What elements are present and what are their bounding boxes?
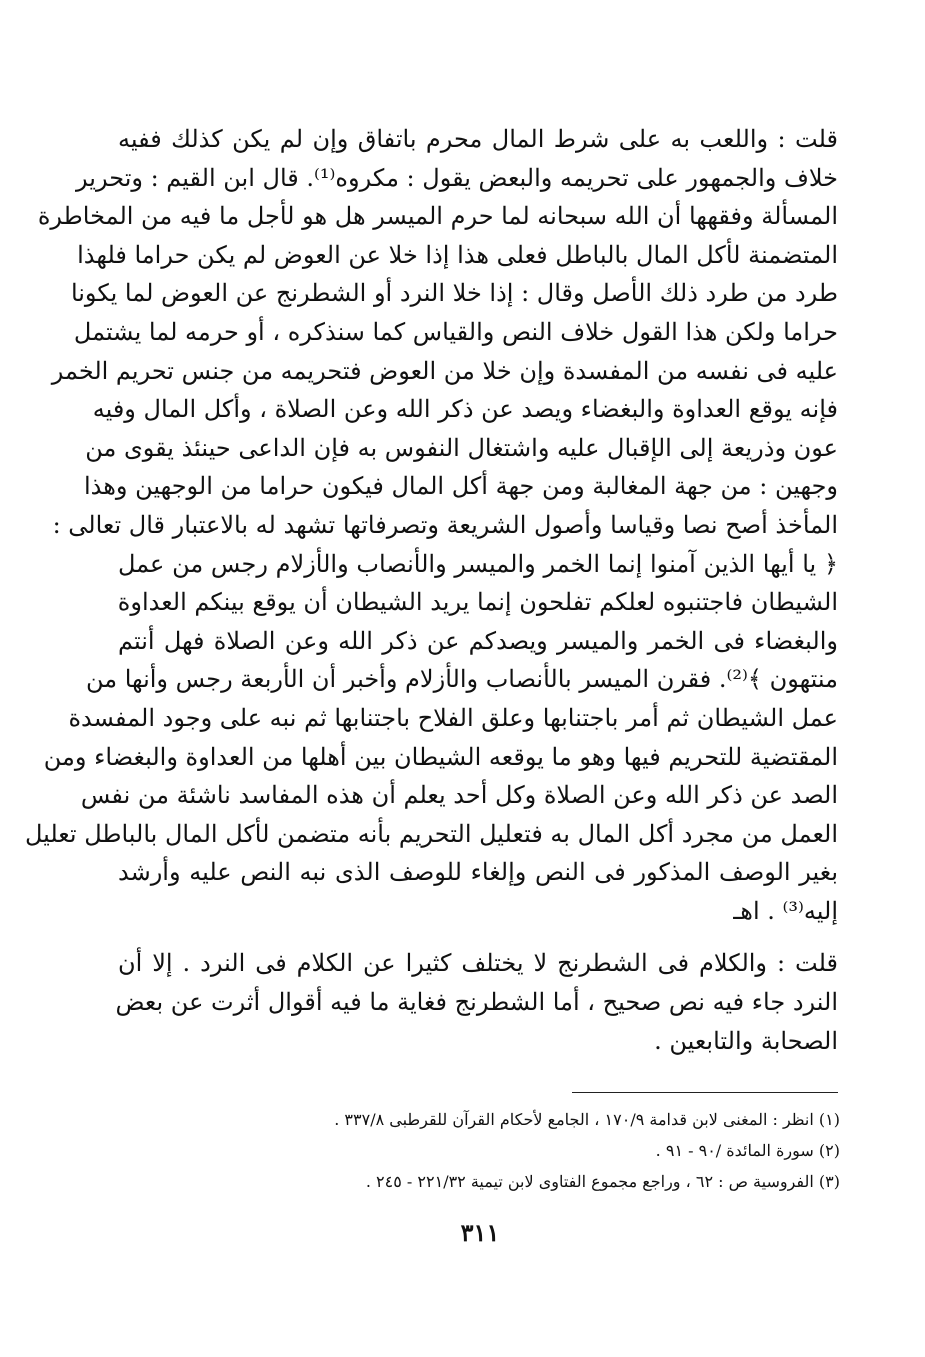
paragraph [115,944,839,1060]
text-line: وجهين : من جهة المغالبة ومن جهة أكل المال فيكون حراما من الوجهين وهذا [83,472,838,501]
text-line: منتهون ﴾⁽²⁾. فقرن الميسر بالأنصاب والأزلام وأخبر أن الأربعة رجس وأنها من [85,665,838,694]
text-line: فإنه يوقع العداوة والبغضاء ويصد عن ذكر الله وعن الصلاة ، وأكل المال وفيه [92,395,838,424]
text-line: ﴿ يا أيها الذين آمنوا إنما الخمر والميسر والأنصاب والأزلام رجس من عمل [118,549,838,578]
text-line: عون وذريعة إلى الإقبال عليه واشتغال النفوس به فإن الداعى حينئذ يقوى من [85,433,838,462]
text-line: قلت : والكلام فى الشطرنج لا يختلف كثيرا عن الكلام فى النرد . إلا أن [118,949,839,978]
main-text [24,120,839,1060]
text-line: النرد جاء فيه نص صحيح ، أما الشطرنج فغاية ما فيه أقوال أثرت عن بعض [115,988,838,1017]
text-line: طرد من طرد ذلك الأصل وقال : إذا خلا النرد أو الشطرنج عن العوض لما يكونا [70,279,838,308]
text-line: قلت : واللعب به على شرط المال محرم باتفاق وإن لم يكن كذلك ففيه [118,125,838,153]
footnote: (١) انظر : المغنى لابن قدامة ١٧٠/٩ ، الجامع لأحكام القرآن للقرطبى ٣٣٧/٨ . [334,1110,840,1129]
footnote: (٣) الفروسية ص : ٦٢ ، وراجع مجموع الفتاوى لابن تيمية ٢٢١/٣٢ - ٢٤٥ . [365,1172,840,1191]
footnotes [200,1104,840,1197]
text-line: العمل من مجرد أكل المال به فتعليل التحريم بأنه متضمن لأكل المال بالباطل تعليل [24,819,838,848]
text-line: المقتضية للتحريم فيها وهو ما يوقعه الشيطان بين أهلها من العداوة والبغضاء ومن [43,742,838,771]
text-line: المأخذ أصح نصا وقياسا وأصول الشريعة وتصرفاتها تشهد له بالاعتبار قال تعالى : [52,510,838,539]
paragraph [24,120,839,930]
text-line: إليه⁽³⁾ . اهـ [733,896,838,925]
text-line: المتضمنة لأكل المال بالباطل فعلى هذا إذا خلا عن العوض لم يكن حراما فلهذا [77,240,838,269]
paragraph-container [24,120,839,1060]
text-line: المسألة وفقهها أن الله سبحانه لما حرم الميسر هل هو لأجل ما فيه من المخاطرة [37,202,838,231]
footnote-divider [572,1092,838,1093]
text-line: عليه فى نفسه من المفسدة وإن خلا من العوض فتحريمه من جنس تحريم الخمر [51,356,838,385]
text-line: حراما ولكن هذا القول خلاف النص والقياس كما سنذكره ، أو حرمه لما يشتمل [73,317,838,346]
text-line: والبغضاء فى الخمر والميسر ويصدكم عن ذكر الله وعن الصلاة فهل أنتم [118,626,838,655]
page-number: ٣١١ [460,1218,500,1247]
text-line: بغير الوصف المذكور فى النص وإلغاء للوصف الذى نبه النص عليه وأرشد [118,858,839,887]
text-line: عمل الشيطان ثم أمر باجتنابها وعلق الفلاح باجتنابها ثم نبه على وجود المفسدة [68,703,838,732]
text-line: خلاف والجمهور على تحريمه والبعض يقول : مكروه⁽¹⁾. قال ابن القيم : وتحرير [76,163,838,192]
text-line: الصد عن ذكر الله وعن الصلاة وكل أحد يعلم أن هذه المفاسد ناشئة من نفس [80,781,838,810]
text-line: الصحابة والتابعين . [654,1026,838,1055]
footnote: (٢) سورة المائدة /٩٠ - ٩١ . [655,1141,840,1160]
text-line: الشيطان فاجتنبوه لعلكم تفلحون إنما يريد الشيطان أن يوقع بينكم العداوة [117,588,838,617]
